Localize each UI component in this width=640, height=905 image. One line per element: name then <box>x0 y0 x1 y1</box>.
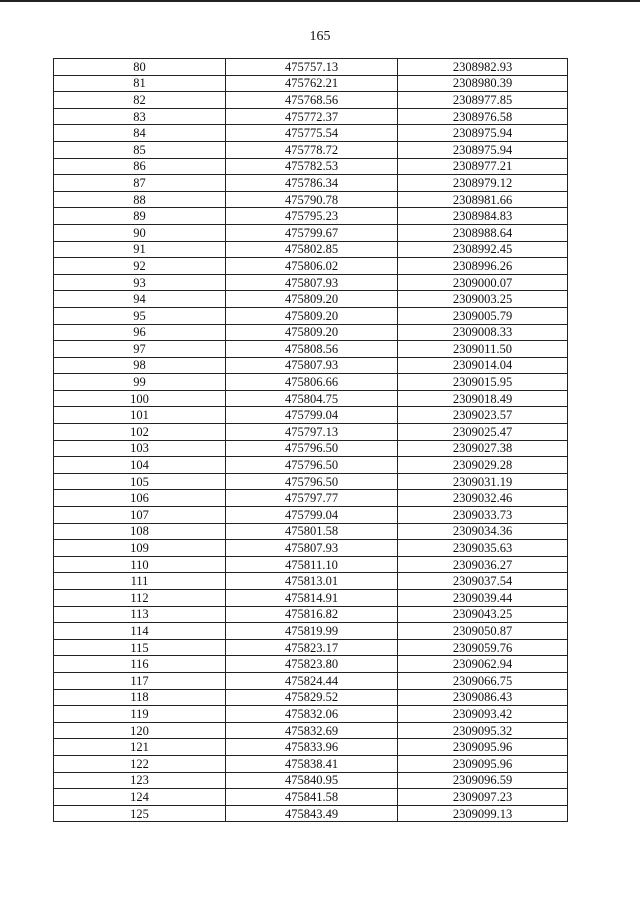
x-coordinate-cell: 475799.04 <box>226 407 398 424</box>
y-coordinate-cell: 2309036.27 <box>398 556 568 573</box>
table-row <box>54 507 568 524</box>
y-coordinate-cell: 2309015.95 <box>398 374 568 391</box>
x-coordinate-cell: 475814.91 <box>226 590 398 607</box>
point-number-cell: 116 <box>54 656 226 673</box>
table-row <box>54 141 568 158</box>
x-coordinate-cell: 475772.37 <box>226 108 398 125</box>
point-number-cell: 100 <box>54 390 226 407</box>
x-coordinate-cell: 475833.96 <box>226 739 398 756</box>
y-coordinate-cell: 2309050.87 <box>398 623 568 640</box>
x-coordinate-cell: 475797.13 <box>226 424 398 441</box>
table-row <box>54 689 568 706</box>
table-row <box>54 390 568 407</box>
x-coordinate-cell: 475762.21 <box>226 75 398 92</box>
point-number-cell: 95 <box>54 307 226 324</box>
table-row <box>54 639 568 656</box>
x-coordinate-cell: 475816.82 <box>226 606 398 623</box>
y-coordinate-cell: 2308979.12 <box>398 175 568 192</box>
point-number-cell: 120 <box>54 722 226 739</box>
table-row <box>54 739 568 756</box>
y-coordinate-cell: 2309011.50 <box>398 341 568 358</box>
point-number-cell: 108 <box>54 523 226 540</box>
y-coordinate-cell: 2309027.38 <box>398 440 568 457</box>
table-row <box>54 92 568 109</box>
x-coordinate-cell: 475807.93 <box>226 274 398 291</box>
point-number-cell: 93 <box>54 274 226 291</box>
table-row <box>54 606 568 623</box>
point-number-cell: 113 <box>54 606 226 623</box>
y-coordinate-cell: 2309033.73 <box>398 507 568 524</box>
point-number-cell: 119 <box>54 706 226 723</box>
y-coordinate-cell: 2309034.36 <box>398 523 568 540</box>
y-coordinate-cell: 2309018.49 <box>398 390 568 407</box>
point-number-cell: 122 <box>54 755 226 772</box>
x-coordinate-cell: 475806.02 <box>226 258 398 275</box>
x-coordinate-cell: 475768.56 <box>226 92 398 109</box>
x-coordinate-cell: 475807.93 <box>226 357 398 374</box>
y-coordinate-cell: 2308988.64 <box>398 224 568 241</box>
point-number-cell: 87 <box>54 175 226 192</box>
table-row <box>54 224 568 241</box>
point-number-cell: 103 <box>54 440 226 457</box>
y-coordinate-cell: 2308977.21 <box>398 158 568 175</box>
y-coordinate-cell: 2309095.96 <box>398 739 568 756</box>
x-coordinate-cell: 475811.10 <box>226 556 398 573</box>
table-row <box>54 672 568 689</box>
point-number-cell: 101 <box>54 407 226 424</box>
x-coordinate-cell: 475819.99 <box>226 623 398 640</box>
point-number-cell: 107 <box>54 507 226 524</box>
x-coordinate-cell: 475823.80 <box>226 656 398 673</box>
y-coordinate-cell: 2309099.13 <box>398 805 568 822</box>
table-row <box>54 324 568 341</box>
page-number: 165 <box>309 29 331 44</box>
y-coordinate-cell: 2308996.26 <box>398 258 568 275</box>
point-number-cell: 97 <box>54 341 226 358</box>
y-coordinate-cell: 2308982.93 <box>398 59 568 76</box>
x-coordinate-cell: 475778.72 <box>226 141 398 158</box>
coordinates-table <box>53 58 568 822</box>
table-row <box>54 490 568 507</box>
point-number-cell: 105 <box>54 473 226 490</box>
table-row <box>54 623 568 640</box>
x-coordinate-cell: 475782.53 <box>226 158 398 175</box>
y-coordinate-cell: 2309095.32 <box>398 722 568 739</box>
y-coordinate-cell: 2309029.28 <box>398 457 568 474</box>
table-row <box>54 75 568 92</box>
point-number-cell: 83 <box>54 108 226 125</box>
x-coordinate-cell: 475802.85 <box>226 241 398 258</box>
point-number-cell: 81 <box>54 75 226 92</box>
table-row <box>54 523 568 540</box>
point-number-cell: 98 <box>54 357 226 374</box>
point-number-cell: 90 <box>54 224 226 241</box>
top-rule <box>0 0 640 2</box>
y-coordinate-cell: 2309014.04 <box>398 357 568 374</box>
point-number-cell: 88 <box>54 191 226 208</box>
y-coordinate-cell: 2308984.83 <box>398 208 568 225</box>
x-coordinate-cell: 475813.01 <box>226 573 398 590</box>
y-coordinate-cell: 2308977.85 <box>398 92 568 109</box>
x-coordinate-cell: 475775.54 <box>226 125 398 142</box>
y-coordinate-cell: 2309035.63 <box>398 540 568 557</box>
x-coordinate-cell: 475832.06 <box>226 706 398 723</box>
point-number-cell: 125 <box>54 805 226 822</box>
x-coordinate-cell: 475809.20 <box>226 324 398 341</box>
y-coordinate-cell: 2309096.59 <box>398 772 568 789</box>
x-coordinate-cell: 475757.13 <box>226 59 398 76</box>
x-coordinate-cell: 475843.49 <box>226 805 398 822</box>
x-coordinate-cell: 475809.20 <box>226 307 398 324</box>
x-coordinate-cell: 475799.04 <box>226 507 398 524</box>
point-number-cell: 96 <box>54 324 226 341</box>
x-coordinate-cell: 475796.50 <box>226 457 398 474</box>
x-coordinate-cell: 475797.77 <box>226 490 398 507</box>
table-row <box>54 374 568 391</box>
table-row <box>54 241 568 258</box>
table-row <box>54 424 568 441</box>
y-coordinate-cell: 2309086.43 <box>398 689 568 706</box>
table-row <box>54 706 568 723</box>
x-coordinate-cell: 475838.41 <box>226 755 398 772</box>
x-coordinate-cell: 475808.56 <box>226 341 398 358</box>
point-number-cell: 111 <box>54 573 226 590</box>
point-number-cell: 102 <box>54 424 226 441</box>
coordinates-table-body <box>54 59 568 822</box>
y-coordinate-cell: 2309059.76 <box>398 639 568 656</box>
table-row <box>54 457 568 474</box>
y-coordinate-cell: 2308980.39 <box>398 75 568 92</box>
table-row <box>54 789 568 806</box>
y-coordinate-cell: 2309095.96 <box>398 755 568 772</box>
x-coordinate-cell: 475823.17 <box>226 639 398 656</box>
y-coordinate-cell: 2308976.58 <box>398 108 568 125</box>
x-coordinate-cell: 475795.23 <box>226 208 398 225</box>
table-row <box>54 656 568 673</box>
point-number-cell: 117 <box>54 672 226 689</box>
point-number-cell: 84 <box>54 125 226 142</box>
table-row <box>54 556 568 573</box>
y-coordinate-cell: 2309043.25 <box>398 606 568 623</box>
x-coordinate-cell: 475841.58 <box>226 789 398 806</box>
x-coordinate-cell: 475786.34 <box>226 175 398 192</box>
table-row <box>54 473 568 490</box>
point-number-cell: 124 <box>54 789 226 806</box>
table-row <box>54 208 568 225</box>
point-number-cell: 115 <box>54 639 226 656</box>
point-number-cell: 104 <box>54 457 226 474</box>
x-coordinate-cell: 475840.95 <box>226 772 398 789</box>
x-coordinate-cell: 475801.58 <box>226 523 398 540</box>
point-number-cell: 123 <box>54 772 226 789</box>
table-row <box>54 307 568 324</box>
y-coordinate-cell: 2309005.79 <box>398 307 568 324</box>
y-coordinate-cell: 2309039.44 <box>398 590 568 607</box>
table-row <box>54 772 568 789</box>
table-row <box>54 108 568 125</box>
y-coordinate-cell: 2308975.94 <box>398 141 568 158</box>
y-coordinate-cell: 2309062.94 <box>398 656 568 673</box>
y-coordinate-cell: 2308992.45 <box>398 241 568 258</box>
point-number-cell: 82 <box>54 92 226 109</box>
point-number-cell: 92 <box>54 258 226 275</box>
y-coordinate-cell: 2309031.19 <box>398 473 568 490</box>
table-row <box>54 274 568 291</box>
x-coordinate-cell: 475832.69 <box>226 722 398 739</box>
point-number-cell: 99 <box>54 374 226 391</box>
x-coordinate-cell: 475790.78 <box>226 191 398 208</box>
table-row <box>54 125 568 142</box>
point-number-cell: 114 <box>54 623 226 640</box>
point-number-cell: 85 <box>54 141 226 158</box>
table-row <box>54 158 568 175</box>
x-coordinate-cell: 475804.75 <box>226 390 398 407</box>
table-row <box>54 805 568 822</box>
table-row <box>54 407 568 424</box>
point-number-cell: 91 <box>54 241 226 258</box>
point-number-cell: 80 <box>54 59 226 76</box>
table-row <box>54 291 568 308</box>
table-row <box>54 59 568 76</box>
table-row <box>54 590 568 607</box>
x-coordinate-cell: 475807.93 <box>226 540 398 557</box>
x-coordinate-cell: 475796.50 <box>226 473 398 490</box>
table-row <box>54 175 568 192</box>
x-coordinate-cell: 475809.20 <box>226 291 398 308</box>
y-coordinate-cell: 2308975.94 <box>398 125 568 142</box>
table-row <box>54 258 568 275</box>
x-coordinate-cell: 475799.67 <box>226 224 398 241</box>
table-row <box>54 191 568 208</box>
y-coordinate-cell: 2309097.23 <box>398 789 568 806</box>
table-row <box>54 357 568 374</box>
point-number-cell: 94 <box>54 291 226 308</box>
y-coordinate-cell: 2309037.54 <box>398 573 568 590</box>
point-number-cell: 86 <box>54 158 226 175</box>
point-number-cell: 89 <box>54 208 226 225</box>
table-row <box>54 722 568 739</box>
table-row <box>54 440 568 457</box>
point-number-cell: 121 <box>54 739 226 756</box>
y-coordinate-cell: 2309000.07 <box>398 274 568 291</box>
point-number-cell: 106 <box>54 490 226 507</box>
point-number-cell: 109 <box>54 540 226 557</box>
table-row <box>54 573 568 590</box>
x-coordinate-cell: 475824.44 <box>226 672 398 689</box>
y-coordinate-cell: 2309025.47 <box>398 424 568 441</box>
y-coordinate-cell: 2309023.57 <box>398 407 568 424</box>
y-coordinate-cell: 2309066.75 <box>398 672 568 689</box>
point-number-cell: 118 <box>54 689 226 706</box>
y-coordinate-cell: 2309032.46 <box>398 490 568 507</box>
point-number-cell: 112 <box>54 590 226 607</box>
point-number-cell: 110 <box>54 556 226 573</box>
table-row <box>54 341 568 358</box>
y-coordinate-cell: 2309008.33 <box>398 324 568 341</box>
y-coordinate-cell: 2309003.25 <box>398 291 568 308</box>
x-coordinate-cell: 475806.66 <box>226 374 398 391</box>
y-coordinate-cell: 2308981.66 <box>398 191 568 208</box>
table-row <box>54 755 568 772</box>
x-coordinate-cell: 475829.52 <box>226 689 398 706</box>
y-coordinate-cell: 2309093.42 <box>398 706 568 723</box>
x-coordinate-cell: 475796.50 <box>226 440 398 457</box>
table-row <box>54 540 568 557</box>
